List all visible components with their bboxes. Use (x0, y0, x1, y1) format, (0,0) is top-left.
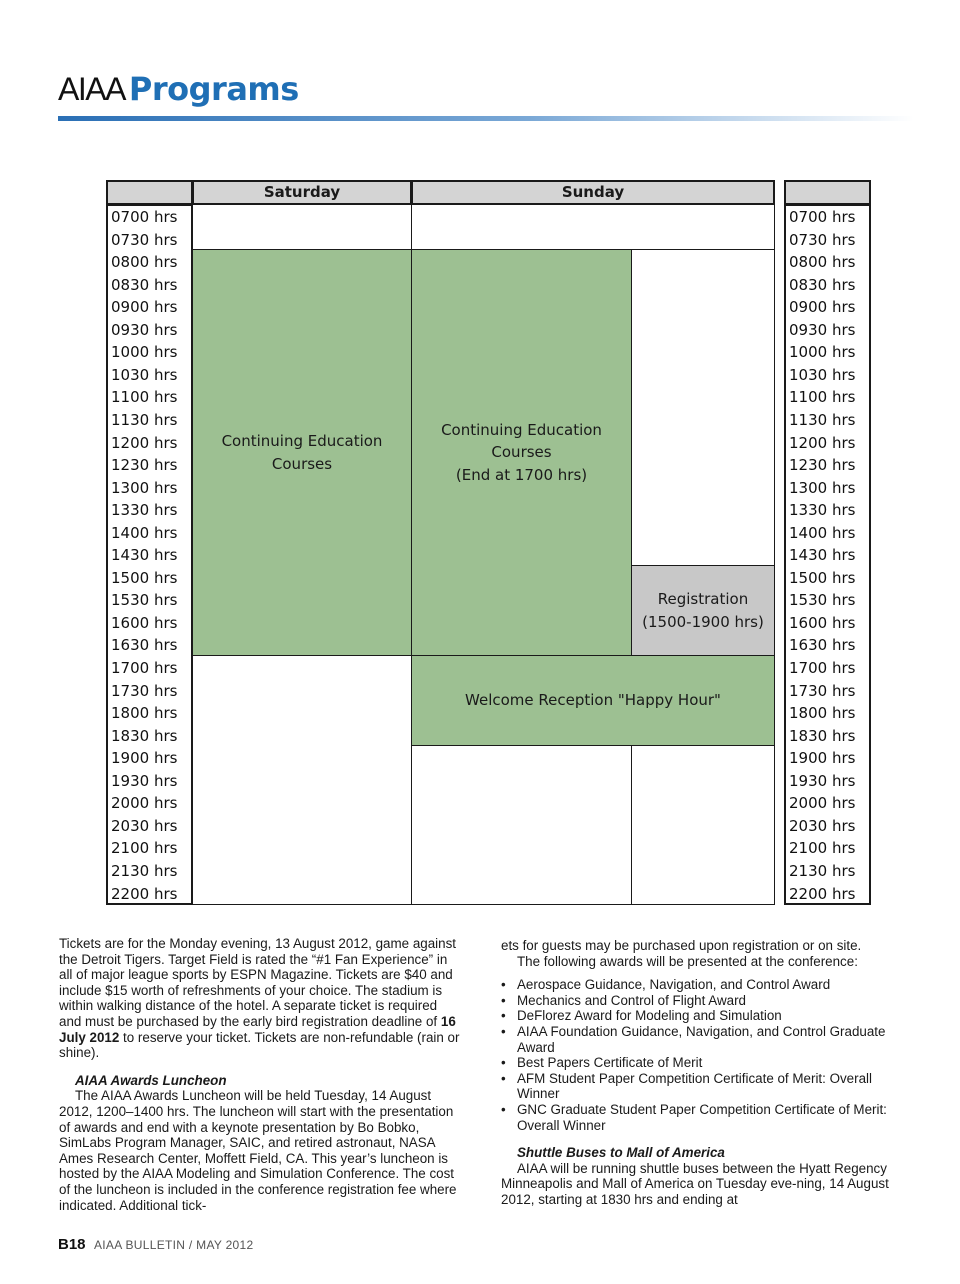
time-label-right: 1700 hrs (789, 659, 856, 677)
time-label-right: 1230 hrs (789, 456, 856, 475)
time-label-left: 1700 hrs (111, 659, 178, 677)
brand-logo-text: AIAA (58, 71, 125, 107)
time-label-left: 2000 hrs (111, 794, 178, 813)
time-label-left: 1730 hrs (111, 681, 178, 700)
luncheon-paragraph: The AIAA Awards Luncheon will be held Tuesday, 14 August 2012, 1200–1400 hrs. The luncheon will start with the presentation of awards and end with a keynote presentation by Bo Bobko, SimLabs Program Manager, SAIC, and retired astronaut, NASA Ames Research Center, Moffett Field, CA. This year’s luncheon is hosted by the AIAA Modeling and Simulation Conference. The cost of the luncheon is included in the conference registration fee where indicated. Additional tick- (59, 1088, 457, 1213)
time-header-left (106, 180, 193, 205)
welcome-reception-block: Welcome Reception "Happy Hour" (411, 655, 775, 746)
luncheon-heading: AIAA Awards Luncheon (75, 1072, 227, 1088)
time-label-right: 1830 hrs (789, 726, 856, 745)
time-label-right: 0800 hrs (789, 253, 856, 272)
awards-list (501, 977, 893, 1133)
time-label-right: 1330 hrs (789, 501, 856, 520)
award-item: • Mechanics and Control of Flight Award (501, 993, 893, 1009)
sunday-open-afternoon (631, 249, 775, 566)
time-label-left: 0900 hrs (111, 298, 178, 317)
time-label-left: 1830 hrs (111, 726, 178, 745)
time-label-left: 1030 hrs (111, 365, 178, 384)
time-label-right: 2100 hrs (789, 839, 856, 858)
time-label-right: 1100 hrs (789, 388, 856, 407)
time-label-right: 1430 hrs (789, 546, 856, 565)
page-footer (58, 1236, 253, 1254)
time-label-left: 1800 hrs (111, 704, 178, 723)
time-label-left: 1600 hrs (111, 613, 178, 632)
time-label-right: 1600 hrs (789, 613, 856, 632)
time-label-left: 0700 hrs (111, 208, 178, 226)
time-label-left: 1500 hrs (111, 568, 178, 587)
time-label-left: 0830 hrs (111, 275, 178, 294)
shuttle-heading: Shuttle Buses to Mall of America (517, 1145, 725, 1161)
saturday-courses-block: Continuing Education Courses (192, 249, 412, 656)
header-rule (58, 116, 914, 121)
deadline-date: 16 July 2012 (59, 1013, 456, 1045)
award-item: • Aerospace Guidance, Navigation, and Control Award (501, 977, 893, 993)
time-label-left: 0800 hrs (111, 253, 178, 272)
time-label-right: 0700 hrs (789, 208, 856, 226)
time-label-left: 1630 hrs (111, 636, 178, 655)
award-item: • AIAA Foundation Guidance, Navigation, and Control Graduate Award (501, 1024, 893, 1055)
time-label-left: 1430 hrs (111, 546, 178, 565)
time-column-left (106, 204, 193, 905)
tickets-text-end: to reserve your ticket. Tickets are non-refundable (rain or shine). (59, 1029, 460, 1061)
time-label-right: 1300 hrs (789, 478, 856, 497)
award-item: • Best Papers Certificate of Merit (501, 1055, 893, 1071)
left-text-column (59, 936, 461, 1213)
saturday-open-evening (192, 655, 412, 905)
award-item: • AFM Student Paper Competition Certificate of Merit: Overall Winner (501, 1071, 893, 1102)
time-label-left: 1400 hrs (111, 523, 178, 542)
tickets-paragraph (59, 936, 461, 1061)
time-label-right: 2200 hrs (789, 884, 856, 903)
time-label-right: 0730 hrs (789, 230, 856, 249)
time-label-left: 1300 hrs (111, 478, 178, 497)
time-label-right: 0830 hrs (789, 275, 856, 294)
time-label-left: 1530 hrs (111, 591, 178, 610)
time-label-left: 2100 hrs (111, 839, 178, 858)
day-header-saturday: Saturday (192, 180, 412, 205)
time-label-right: 2030 hrs (789, 816, 856, 835)
sunday-open-evening-right (631, 745, 775, 905)
publication-name: AIAA BULLETIN / MAY 2012 (93, 1238, 254, 1252)
time-label-right: 1500 hrs (789, 568, 856, 587)
time-label-right: 1730 hrs (789, 681, 856, 700)
time-label-right: 1030 hrs (789, 365, 856, 384)
sunday-open-morning (411, 204, 775, 250)
registration-block: Registration (1500-1900 hrs) (631, 565, 775, 656)
time-label-left: 2030 hrs (111, 816, 178, 835)
time-label-left: 1130 hrs (111, 410, 178, 429)
page-number: B18 (58, 1236, 86, 1253)
time-label-left: 1900 hrs (111, 749, 178, 768)
time-label-right: 0930 hrs (789, 320, 856, 339)
time-label-left: 1930 hrs (111, 771, 178, 790)
right-text-column (501, 938, 893, 1208)
time-label-right: 2130 hrs (789, 861, 856, 880)
time-label-right: 2000 hrs (789, 794, 856, 813)
time-label-right: 1400 hrs (789, 523, 856, 542)
time-header-right (784, 180, 871, 205)
time-label-right: 1800 hrs (789, 704, 856, 723)
sunday-open-evening-left (411, 745, 632, 905)
time-label-right: 1930 hrs (789, 771, 856, 790)
time-label-left: 0930 hrs (111, 320, 178, 339)
time-label-left: 1230 hrs (111, 456, 178, 475)
sunday-courses-block: Continuing Education Courses (End at 1700 hrs) (411, 249, 632, 656)
time-label-left: 2130 hrs (111, 861, 178, 880)
time-label-left: 1000 hrs (111, 343, 178, 362)
time-label-left: 1100 hrs (111, 388, 178, 407)
time-label-right: 1200 hrs (789, 433, 856, 452)
awards-intro: The following awards will be presented at the conference: (517, 953, 858, 969)
award-item: • GNC Graduate Student Paper Competition Certificate of Merit: Overall Winner (501, 1102, 893, 1133)
time-label-right: 0900 hrs (789, 298, 856, 317)
award-item: • DeFlorez Award for Modeling and Simulation (501, 1008, 893, 1024)
time-label-right: 1000 hrs (789, 343, 856, 362)
shuttle-paragraph: AIAA will be running shuttle buses between the Hyatt Regency Minneapolis and Mall of America on Tuesday eve-ning, 14 August 2012, starting at 1830 hrs and ending at (501, 1160, 889, 1207)
time-label-left: 1200 hrs (111, 433, 178, 452)
time-label-left: 0730 hrs (111, 230, 178, 249)
time-label-right: 1630 hrs (789, 636, 856, 655)
time-label-left: 2200 hrs (111, 884, 178, 903)
tickets-text: Tickets are for the Monday evening, 13 August 2012, game against the Detroit Tigers. Target Field is rated the “#1 Fan Experience” in all of major league sports by ESPN Magazine. Tickets are $40 and include $15 worth of refreshments of your choice. The stadium is within walking distance of the hotel. A separate ticket is required and must be purchased by the early bird registration deadline of (59, 936, 457, 1029)
time-label-right: 1530 hrs (789, 591, 856, 610)
time-label-left: 1330 hrs (111, 501, 178, 520)
time-label-right: 1130 hrs (789, 410, 856, 429)
guest-tickets-text: ets for guests may be purchased upon registration or on site. (501, 938, 862, 953)
section-title: Programs (128, 70, 299, 108)
time-column-right (784, 204, 871, 905)
day-header-sunday: Sunday (411, 180, 775, 205)
time-label-right: 1900 hrs (789, 749, 856, 768)
page-header (58, 70, 299, 108)
saturday-open-morning (192, 204, 412, 250)
